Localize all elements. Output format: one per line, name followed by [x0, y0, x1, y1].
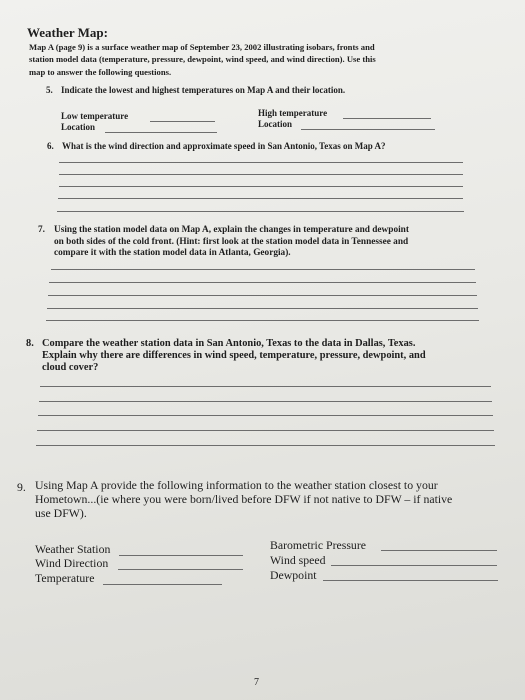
answer-line[interactable]: [51, 269, 475, 270]
question-8-number: 8.: [26, 338, 34, 349]
answer-line[interactable]: [47, 308, 478, 309]
answer-line[interactable]: [59, 174, 463, 175]
answer-line[interactable]: [46, 320, 479, 321]
barometric-pressure-answer-line[interactable]: [381, 550, 497, 551]
question-5: [46, 85, 345, 95]
question-number: 6.: [47, 141, 54, 151]
question-7-text: [54, 225, 409, 260]
low-location-answer-line[interactable]: [105, 132, 217, 133]
question-number: 5.: [46, 85, 53, 95]
answer-line[interactable]: [36, 445, 495, 446]
answer-line[interactable]: [39, 401, 492, 402]
low-location-label: Location: [61, 122, 96, 132]
page-number: 7: [254, 677, 259, 688]
answer-line[interactable]: [38, 415, 493, 416]
high-temp-answer-line[interactable]: [343, 118, 431, 119]
question-text-line: Explain why there are differences in wind speed, temperature, pressure, dewpoint, and: [42, 350, 426, 361]
intro-paragraph: [29, 41, 459, 78]
question-9-text: [35, 478, 452, 520]
wind-speed-label: Wind speed: [270, 553, 326, 567]
dewpoint-label: Dewpoint: [270, 568, 317, 582]
answer-line[interactable]: [59, 186, 463, 187]
question-text: Indicate the lowest and highest temperatures on Map A and their location.: [61, 85, 346, 95]
question-6: [47, 141, 386, 151]
question-text-line: cloud cover?: [42, 362, 99, 373]
weather-station-answer-line[interactable]: [119, 555, 243, 556]
question-8-text: [42, 338, 426, 374]
question-7-number: 7.: [38, 225, 45, 235]
question-text-line: Hometown...(ie where you were born/lived before DFW if not native to DFW – if native: [35, 492, 453, 506]
answer-line[interactable]: [40, 386, 491, 387]
question-text-line: compare it with the station model data in Atlanta, Georgia).: [54, 248, 291, 258]
temperature-label: Temperature: [35, 571, 95, 585]
barometric-pressure-label: Barometric Pressure: [270, 538, 366, 552]
intro-line: map to answer the following questions.: [29, 66, 172, 77]
answer-line[interactable]: [58, 198, 463, 199]
question-text-line: on both sides of the cold front. (Hint: first look at the station model data in Tennessee and: [54, 236, 409, 247]
low-temp-answer-line[interactable]: [150, 121, 215, 122]
intro-line: Map A (page 9) is a surface weather map of September 23, 2002 illustrating isobars, fronts and: [29, 42, 375, 52]
question-text-line: Using the station model data on Map A, explain the changes in temperature and dewpoint: [54, 225, 409, 235]
temperature-answer-line[interactable]: [103, 584, 222, 585]
wind-direction-label: Wind Direction: [35, 556, 109, 570]
question-9-number: 9.: [17, 480, 26, 494]
wind-direction-answer-line[interactable]: [118, 569, 243, 570]
wind-speed-answer-line[interactable]: [331, 565, 497, 566]
answer-line[interactable]: [57, 211, 464, 212]
answer-line[interactable]: [48, 295, 477, 296]
high-temp-label: High temperature: [258, 108, 328, 118]
high-location-label: Location: [258, 119, 293, 129]
question-text: What is the wind direction and approximate speed in San Antonio, Texas on Map A?: [62, 141, 386, 151]
high-location-answer-line[interactable]: [301, 129, 435, 130]
answer-line[interactable]: [49, 282, 476, 283]
question-text-line: use DFW).: [35, 506, 87, 520]
weather-station-label: Weather Station: [35, 542, 111, 556]
low-temp-label: Low temperature: [61, 111, 129, 121]
intro-line: station model data (temperature, pressure, dewpoint, wind speed, and wind direction). Use this: [29, 54, 376, 65]
question-text-line: Using Map A provide the following information to the weather station closest to your: [35, 478, 438, 492]
dewpoint-answer-line[interactable]: [323, 580, 498, 581]
worksheet-title: Weather Map:: [27, 25, 108, 40]
question-text-line: Compare the weather station data in San Antonio, Texas to the data in Dallas, Texas.: [42, 338, 416, 349]
answer-line[interactable]: [59, 162, 463, 163]
answer-line[interactable]: [37, 430, 494, 431]
